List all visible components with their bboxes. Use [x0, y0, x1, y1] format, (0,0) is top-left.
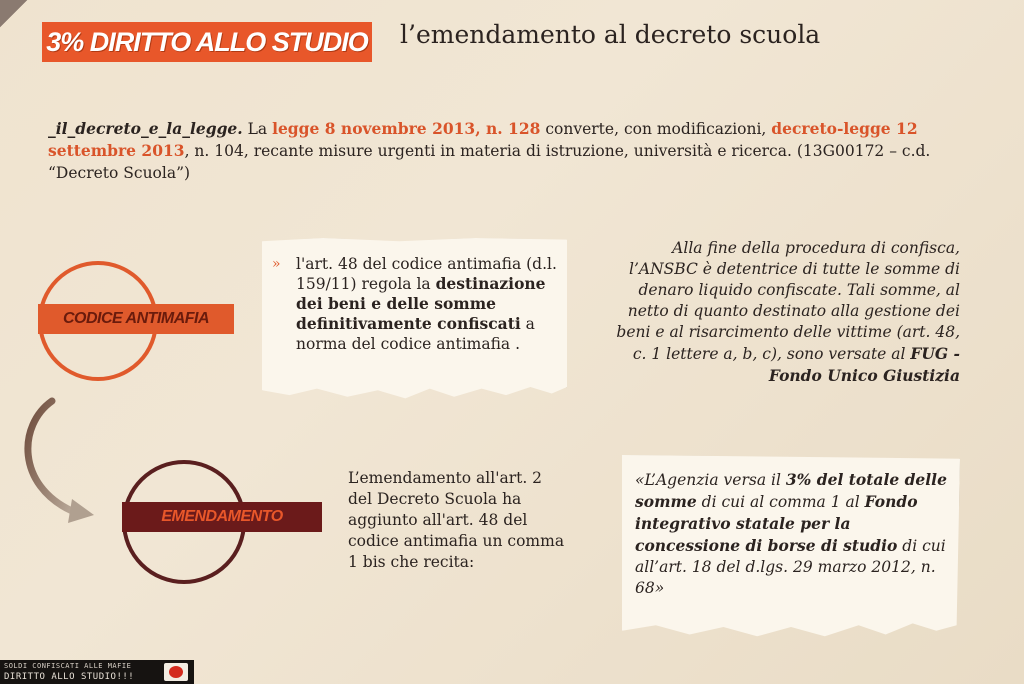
card2-text-1: «L’Agenzia versa il — [635, 471, 786, 489]
title-badge — [42, 22, 372, 62]
codice-antimafia-label: CODICE ANTIMAFIA — [38, 304, 234, 334]
intro-paragraph — [48, 118, 938, 184]
fug-bold: FUG - Fondo Unico Giustizia — [768, 344, 960, 385]
card2-text-2: di cui al comma 1 al — [696, 493, 865, 511]
intro-decree-link: decreto-legge 12 settembre 2013 — [48, 119, 918, 160]
card1-body — [296, 254, 559, 354]
confisca-text: Alla fine della procedura di confisca, l’ANSBC è detentrice di tutte le somme di denaro liquido confiscate. Tali somme, al netto di quanto destinato alla gestione dei beni e al risarcimento delle vittime (art. 48, c. 1 lettere a, b, c), sono versate al — [616, 239, 960, 363]
thumbnail-logo-icon — [164, 663, 188, 681]
card2-bold-2: Fondo integrativo statale per la concessione di borse di studio — [635, 492, 918, 555]
bullet-chevron-icon: » — [272, 256, 281, 272]
amendment-paragraph: L’emendamento all'art. 2 del Decreto Scuola ha aggiunto all'art. 48 del codice antimafia un comma 1 bis che recita: — [348, 469, 565, 571]
thumbnail-line-2: DIRITTO ALLO STUDIO!!! — [4, 672, 135, 682]
card1-bold: destinazione dei beni e delle somme definitivamente confiscati — [296, 274, 546, 333]
emendamento-label: EMENDAMENTO — [122, 502, 322, 532]
curved-arrow-icon — [14, 395, 104, 530]
card2-quote — [635, 469, 953, 599]
intro-text-2: converte, con modificazioni, — [540, 120, 772, 138]
card1-text-1: l'art. 48 del codice antimafia (d.l. 159/11) regola la — [296, 255, 557, 293]
thumbnail-strip — [0, 660, 194, 684]
page-headline: l’emendamento al decreto scuola — [400, 20, 821, 49]
card2-text-3: di cui all’art. 18 del d.lgs. 29 marzo 2012, n. 68» — [635, 537, 946, 597]
card1-text — [274, 254, 559, 354]
intro-law-link: legge 8 novembre 2013, n. 128 — [272, 119, 541, 138]
thumbnail-line-1: SOLDI CONFISCATI ALLE MAFIE — [4, 662, 132, 670]
confisca-paragraph — [610, 238, 960, 387]
intro-lead: _il_decreto_e_la_legge. — [48, 119, 243, 138]
intro-text-1: La — [242, 120, 273, 138]
card2-bold-1: 3% del totale delle somme — [635, 470, 947, 511]
intro-text-3: , n. 104, recante misure urgenti in materia di istruzione, università e ricerca. (13G00172 – c.d. “Decreto Scuola”) — [48, 142, 931, 182]
title-badge-text: 3% DIRITTO ALLO STUDIO — [46, 26, 368, 57]
page-corner-shadow — [0, 0, 30, 30]
card1-text-2: a norma del codice antimafia . — [296, 315, 535, 353]
